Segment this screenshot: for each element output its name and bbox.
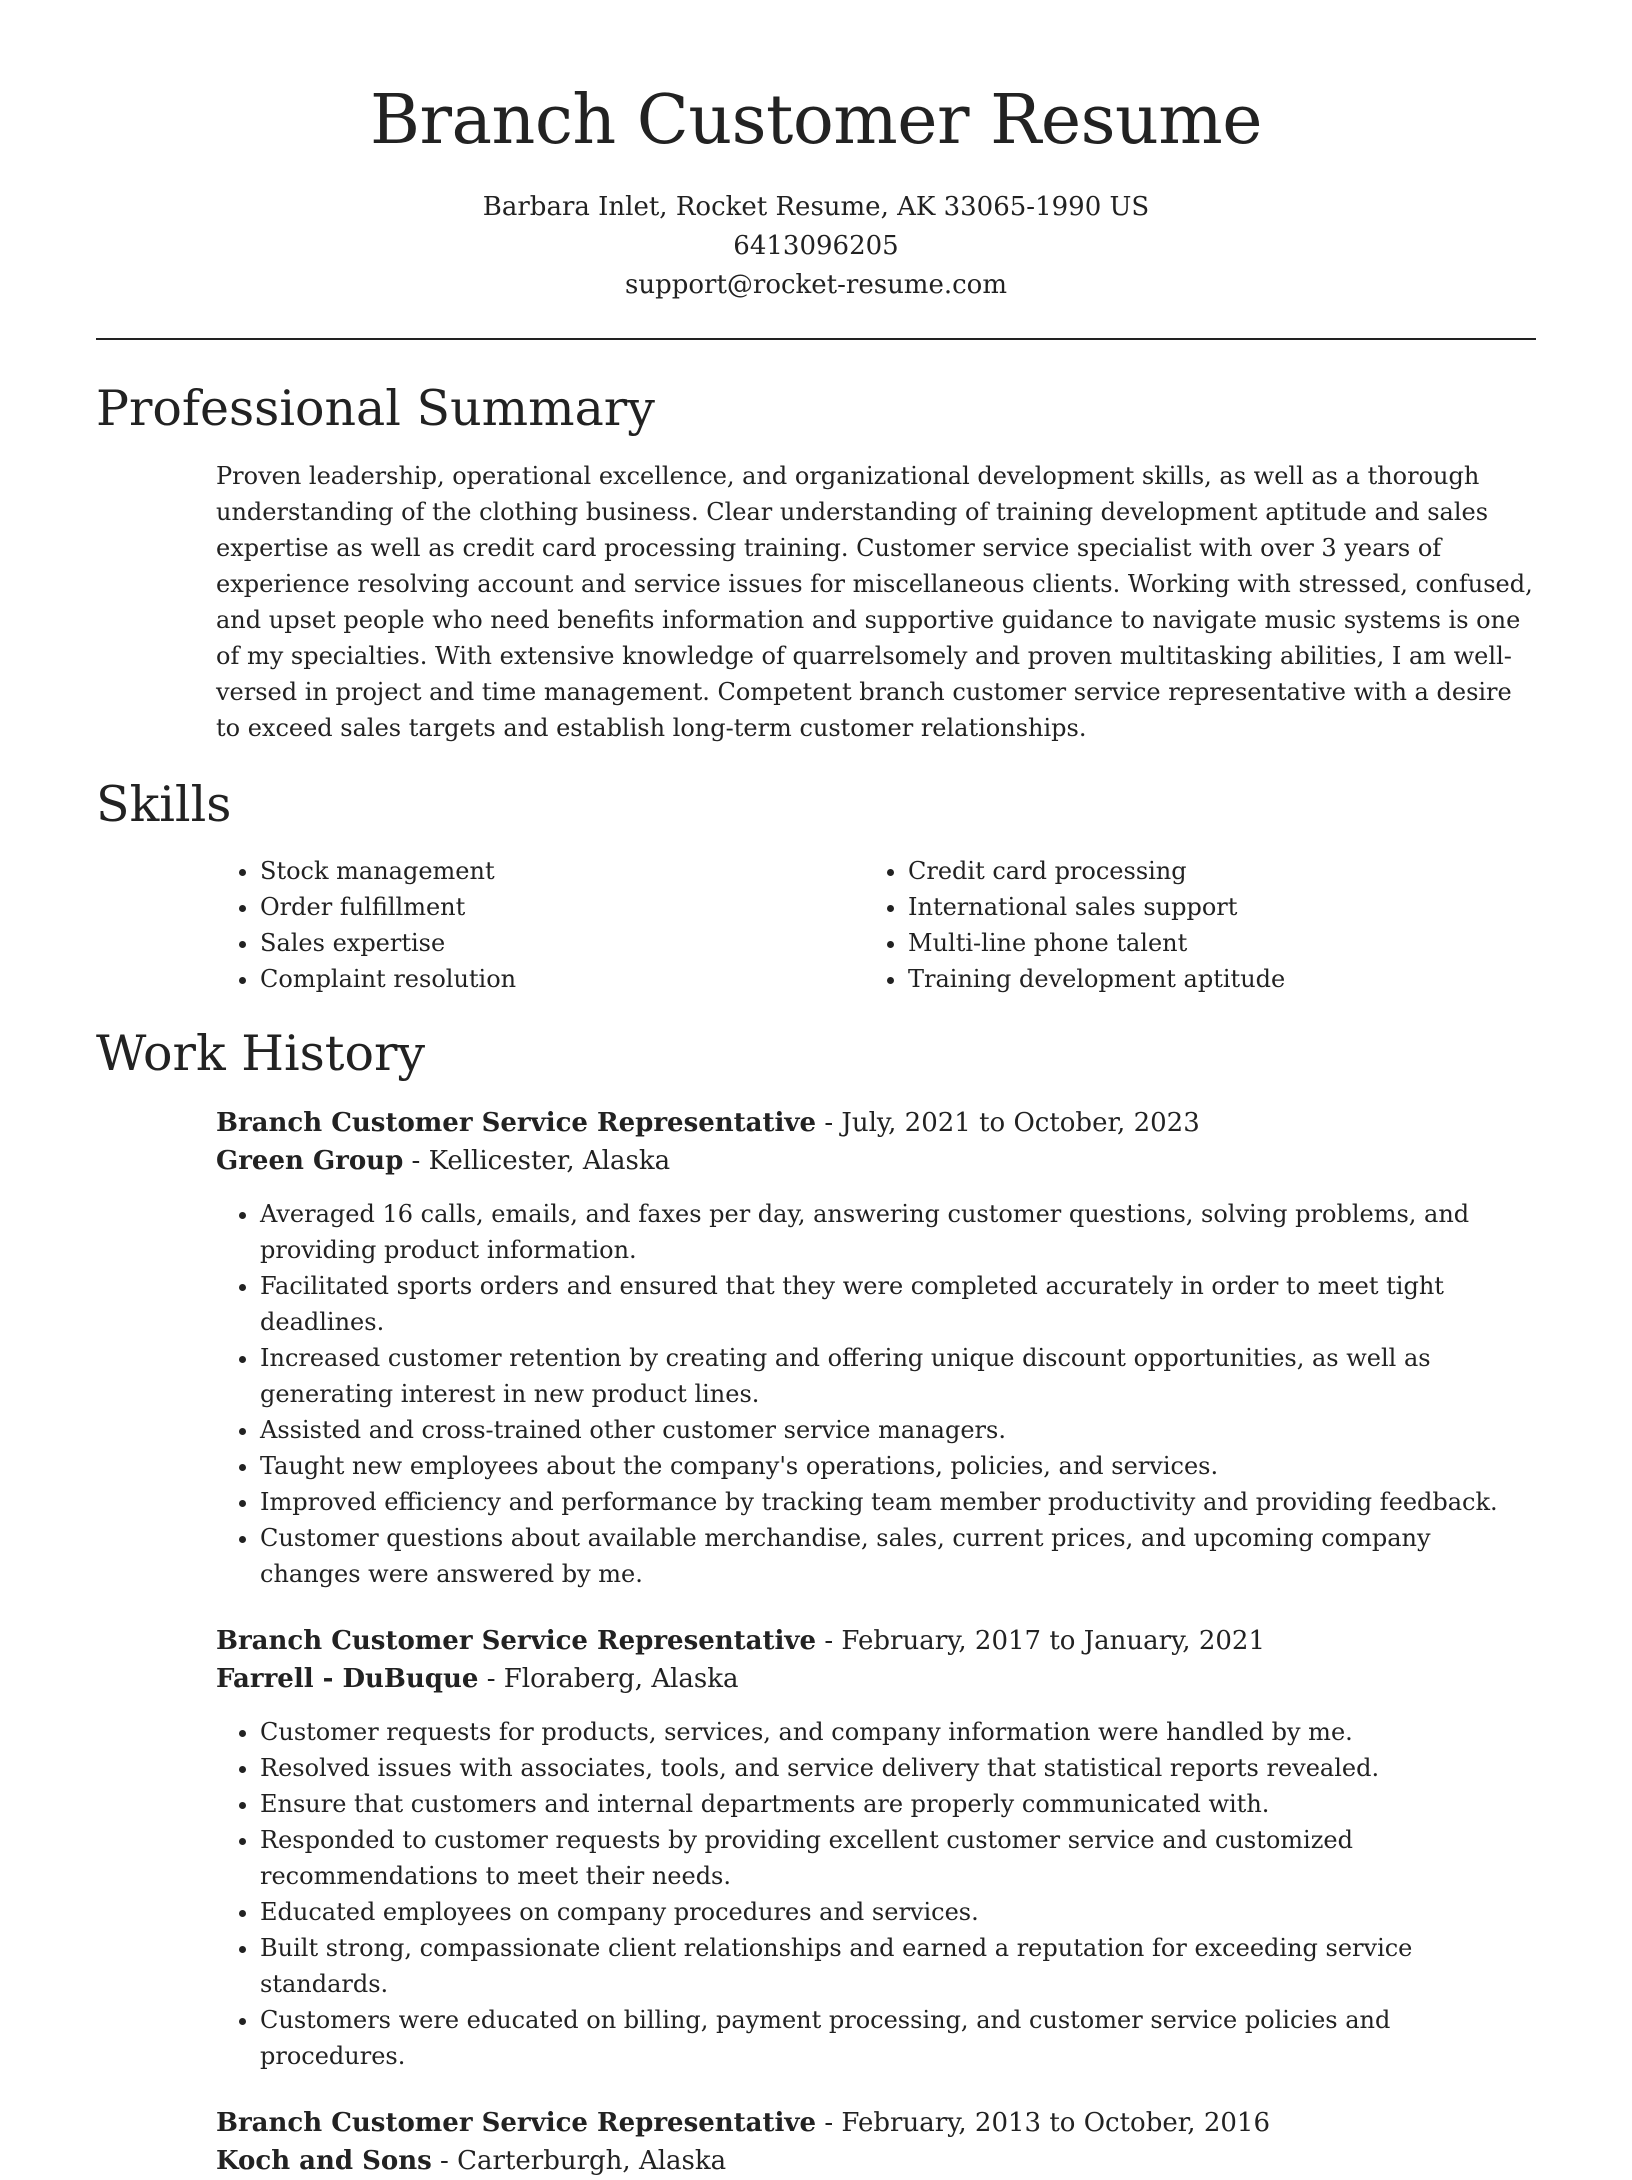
job-location: Carterburgh, Alaska	[457, 2145, 727, 2176]
skill-item: • Multi-line phone talent	[908, 925, 1396, 961]
skill-item: • Order fulfillment	[260, 889, 746, 925]
duty-item: • Educated employees on company procedures and services.	[260, 1894, 1536, 1930]
contact-block	[96, 188, 1536, 305]
skill-item: • Sales expertise	[260, 925, 746, 961]
work-history-heading: Work History	[96, 1025, 426, 1083]
job-title-line: Branch Customer Service Representative - February, 2017 to January, 2021	[216, 1625, 1265, 1656]
duty-item: • Ensure that customers and internal departments are properly communicated with.	[260, 1786, 1536, 1822]
duty-item: • Customer requests for products, services, and company information were handled by me.	[260, 1714, 1536, 1750]
job-duties	[216, 1714, 1536, 2074]
skills-column-2	[746, 853, 1396, 997]
resume-header	[96, 0, 1536, 305]
job-company: Koch and Sons	[216, 2145, 432, 2176]
duty-item: • Increased customer retention by creating and offering unique discount opportunities, as well as generating interest in new product lines.	[260, 1340, 1536, 1412]
contact-address: Barbara Inlet, Rocket Resume, AK 33065-1990 US	[482, 191, 1150, 222]
job-location: Kellicester, Alaska	[428, 1145, 671, 1176]
skill-item: • Credit card processing	[908, 853, 1396, 889]
job-title: Branch Customer Service Representative	[216, 1625, 817, 1656]
job-entry	[216, 1622, 1536, 2074]
duty-item: • Customer questions about available merchandise, sales, current prices, and upcoming company changes were answered by me.	[260, 1520, 1536, 1592]
duty-item: • Taught new employees about the company's operations, policies, and services.	[260, 1448, 1536, 1484]
header-divider	[96, 338, 1536, 340]
summary-heading: Professional Summary	[96, 379, 655, 437]
job-location: Floraberg, Alaska	[503, 1663, 739, 1694]
skills-heading: Skills	[96, 776, 232, 834]
job-company-line: Koch and Sons - Carterburgh, Alaska	[216, 2145, 727, 2176]
skill-item: • International sales support	[908, 889, 1396, 925]
job-entry	[216, 2104, 1536, 2180]
job-dates: July, 2021 to October, 2023	[841, 1107, 1200, 1138]
skills-column-1	[96, 853, 746, 997]
duty-item: • Built strong, compassionate client relationships and earned a reputation for exceeding service standards.	[260, 1930, 1536, 2002]
contact-email: support@rocket-resume.com	[624, 269, 1007, 300]
duty-item: • Assisted and cross-trained other customer service managers.	[260, 1412, 1536, 1448]
duty-item: • Customers were educated on billing, payment processing, and customer service policies and procedures.	[260, 2002, 1536, 2074]
contact-phone: 6413096205	[733, 230, 899, 261]
job-dates: February, 2017 to January, 2021	[841, 1625, 1265, 1656]
job-company: Green Group	[216, 1145, 404, 1176]
job-company-line: Green Group - Kellicester, Alaska	[216, 1145, 671, 1176]
duty-item: • Averaged 16 calls, emails, and faxes per day, answering customer questions, solving problems, and providing product information.	[260, 1196, 1536, 1268]
skill-item: • Training development aptitude	[908, 961, 1396, 997]
duty-item: • Improved efficiency and performance by tracking team member productivity and providing feedback.	[260, 1484, 1536, 1520]
skill-item: • Complaint resolution	[260, 961, 746, 997]
job-dates: February, 2013 to October, 2016	[841, 2107, 1270, 2138]
job-title: Branch Customer Service Representative	[216, 1107, 817, 1138]
job-entry	[216, 1104, 1536, 1592]
duty-item: • Responded to customer requests by providing excellent customer service and customized recommendations to meet their needs.	[260, 1822, 1536, 1894]
job-company-line: Farrell - DuBuque - Floraberg, Alaska	[216, 1663, 739, 1694]
job-company: Farrell - DuBuque	[216, 1663, 479, 1694]
duty-item: • Resolved issues with associates, tools, and service delivery that statistical reports revealed.	[260, 1750, 1536, 1786]
job-title-line: Branch Customer Service Representative - February, 2013 to October, 2016	[216, 2107, 1270, 2138]
resume-name: Branch Customer Resume	[370, 81, 1262, 160]
duty-item: • Facilitated sports orders and ensured that they were completed accurately in order to meet tight deadlines.	[260, 1268, 1536, 1340]
job-duties	[216, 1196, 1536, 1592]
summary-text: Proven leadership, operational excellence, and organizational development skills, as well as a thorough understanding of the clothing business. Clear understanding of training development aptitude and sales expertise as well as credit card processing training. Customer service specialist with over 3 years of experience resolving account and service issues for miscellaneous clients. Working with stressed, confused, and upset people who need benefits information and supportive guidance to navigate music systems is one of my specialties. With extensive knowledge of quarrelsomely and proven multitasking abilities, I am well-versed in project and time management. Competent branch customer service representative with a desire to exceed sales targets and establish long-term customer relationships.	[216, 462, 1533, 743]
skill-item: • Stock management	[260, 853, 746, 889]
job-title: Branch Customer Service Representative	[216, 2107, 817, 2138]
job-title-line: Branch Customer Service Representative - July, 2021 to October, 2023	[216, 1107, 1200, 1138]
skills-list	[96, 853, 1536, 997]
